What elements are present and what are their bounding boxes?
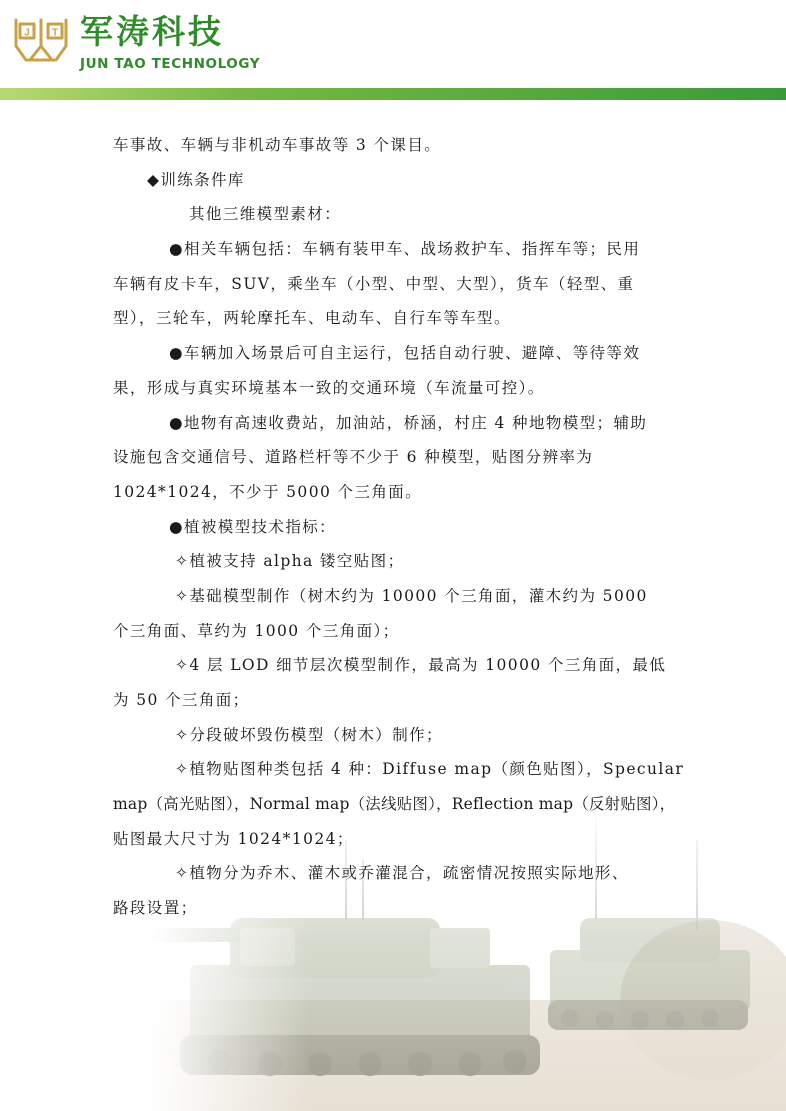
paragraph-line: map（高光贴图），Normal map（法线贴图），Reflection map（反射贴图）， [113, 795, 676, 814]
section-heading: ◆训练条件库 [147, 170, 245, 189]
logo-letter-t: T [51, 27, 59, 39]
bullet-line: ●地物有高速收费站，加油站，桥涵，村庄 4 种地物模型；辅助 [169, 413, 648, 432]
paragraph-line: 路段设置； [113, 899, 198, 918]
subheading: 其他三维模型素材： [189, 205, 342, 224]
paragraph-line: 车辆有皮卡车，SUV，乘坐车（小型、中型、大型），货车（轻型、重 [113, 274, 635, 293]
sub-bullet-line: ✧分段破坏毁伤模型（树木）制作； [175, 725, 443, 744]
paragraph-line: 为 50 个三角面； [113, 691, 250, 709]
header-divider-bar [0, 88, 786, 100]
brand-name-en: JUN TAO TECHNOLOGY [80, 56, 261, 72]
company-logo [10, 16, 72, 66]
paragraph-line: 型），三轮车，两轮摩托车、电动车、自行车等车型。 [113, 309, 511, 328]
sub-bullet-line: ✧植物分为乔木、灌木或乔灌混合，疏密情况按照实际地形、 [175, 864, 629, 883]
logo-letter-j: J [24, 27, 30, 39]
bullet-line: ●相关车辆包括：车辆有装甲车、战场救护车、指挥车等；民用 [169, 240, 641, 259]
paragraph-line: 设施包含交通信号、道路栏杆等不少于 6 种模型，贴图分辨率为 [113, 448, 594, 467]
paragraph-line: 贴图最大尺寸为 1024*1024； [113, 829, 354, 848]
sub-bullet-line: ✧基础模型制作（树木约为 10000 个三角面，灌木约为 5000 [175, 586, 648, 605]
paragraph-line: 车事故、车辆与非机动车事故等 3 个课目。 [113, 136, 442, 154]
sub-bullet-line: ✧4 层 LOD 细节层次模型制作，最高为 10000 个三角面，最低 [175, 656, 667, 675]
paragraph-line: 果，形成与真实环境基本一致的交通环境（车流量可控）。 [113, 378, 545, 397]
bullet-line: ●植被模型技术指标： [169, 517, 337, 536]
page-header [0, 0, 786, 100]
paragraph-line: 1024*1024，不少于 5000 个三角面。 [113, 482, 423, 501]
document-body [113, 128, 685, 926]
brand-name-cn: 军涛科技 [80, 12, 224, 51]
sub-bullet-line: ✧植物贴图种类包括 4 种：Diffuse map（颜色贴图），Specular [175, 760, 685, 779]
bullet-line: ●车辆加入场景后可自主运行，包括自动行驶、避障、等待等效 [169, 344, 641, 363]
paragraph-line: 个三角面、草约为 1000 个三角面）； [113, 621, 400, 640]
sub-bullet-line: ✧植被支持 alpha 镂空贴图； [175, 552, 405, 571]
